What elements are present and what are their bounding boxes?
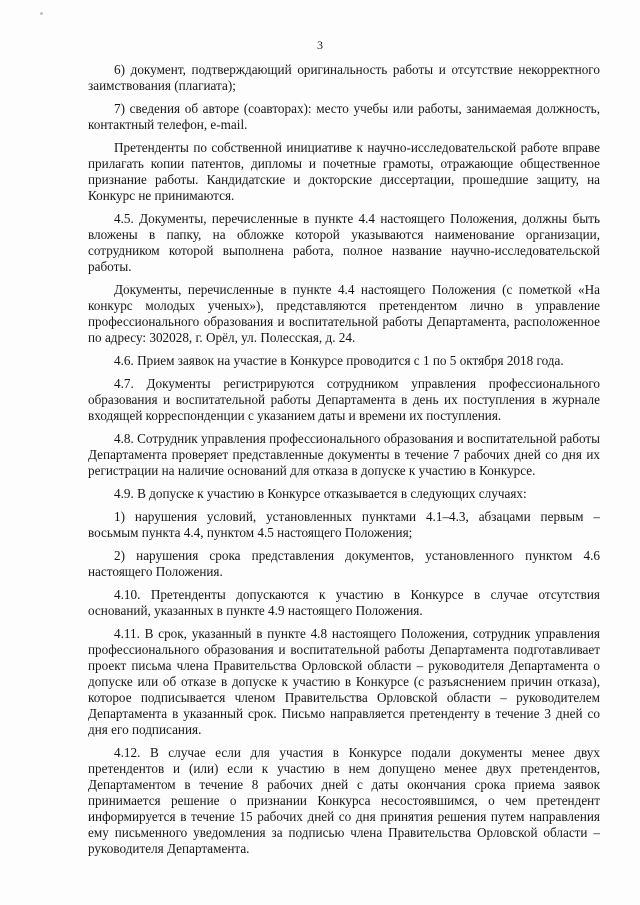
paragraph-4-12: 4.12. В случае если для участия в Конкурсе подали документы менее двух претендентов и (или) если к участию в нем допущено менее двух претендентов, Департаментом в течение 8 рабочих дней с даты окончания срока приема заявок принимается решение о признании Конкурса несостоявшимся, о чем претендент информируется в течение 15 рабочих дней со дня принятия решения путем направления ему письменного уведомления за подписью члена Правительства Орловской области – руководителя Департамента. (88, 745, 600, 856)
paragraph-item-6: 6) документ, подтверждающий оригинальность работы и отсутствие некорректного заимствования (плагиата); (88, 62, 600, 93)
scan-speck (40, 12, 43, 15)
paragraph-4-5: 4.5. Документы, перечисленные в пункте 4.4 настоящего Положения, должны быть вложены в папку, на обложке которой указываются наименование организации, сотрудником которой выполнена работа, полное название научно-исследовательской работы. (88, 211, 600, 274)
paragraph-4-8: 4.8. Сотрудник управления профессионального образования и воспитательной работы Департамента проверяет представленные документы в течение 7 рабочих дней со дня их регистрации на наличие оснований для отказа в допуске к участию в Конкурсе. (88, 431, 600, 478)
paragraph-4-10: 4.10. Претенденты допускаются к участию в Конкурсе в случае отсутствия оснований, указанных в пункте 4.9 настоящего Положения. (88, 587, 600, 618)
paragraph-4-9-case-2: 2) нарушения срока представления документов, установленного пунктом 4.6 настоящего Положения. (88, 548, 600, 579)
document-body (88, 62, 600, 864)
paragraph-optional-attachments: Претенденты по собственной инициативе к научно-исследовательской работе вправе прилагать копии патентов, дипломы и почетные грамоты, отражающие общественное признание работы. Кандидатские и докторские диссертации, прошедшие защиту, на Конкурс не принимаются. (88, 140, 600, 203)
paragraph-item-7: 7) сведения об авторе (соавторах): место учебы или работы, занимаемая должность, контактный телефон, e-mail. (88, 101, 600, 132)
paragraph-submission-address: Документы, перечисленные в пункте 4.4 настоящего Положения (с пометкой «На конкурс молодых ученых»), представляются претендентом лично в управление профессионального образования и воспитательной работы Департамента, расположенное по адресу: 302028, г. Орёл, ул. Полесская, д. 24. (88, 282, 600, 345)
paragraph-4-7: 4.7. Документы регистрируются сотрудником управления профессионального образования и воспитательной работы Департамента в день их поступления в журнале входящей корреспонденции с указанием даты и времени их поступления. (88, 376, 600, 423)
page-number: 3 (317, 38, 323, 52)
paragraph-4-6: 4.6. Прием заявок на участие в Конкурсе проводится с 1 по 5 октября 2018 года. (114, 353, 564, 368)
paragraph-4-9: 4.9. В допуске к участию в Конкурсе отказывается в следующих случаях: (114, 486, 527, 501)
paragraph-4-11: 4.11. В срок, указанный в пункте 4.8 настоящего Положения, сотрудник управления профессионального образования и воспитательной работы Департамента подготавливает проект письма члена Правительства Орловской области – руководителя Департамента о допуске или об отказе в допуске к участию в Конкурсе (с разъяснением причин отказа), которое подписывается членом Правительства Орловской области – руководителем Департамента в указанный срок. Письмо направляется претенденту в течение 3 дней со дня его подписания. (88, 626, 600, 737)
paragraph-4-9-case-1: 1) нарушения условий, установленных пунктами 4.1–4.3, абзацами первым – восьмым пункта 4.4, пунктом 4.5 настоящего Положения; (88, 509, 600, 540)
